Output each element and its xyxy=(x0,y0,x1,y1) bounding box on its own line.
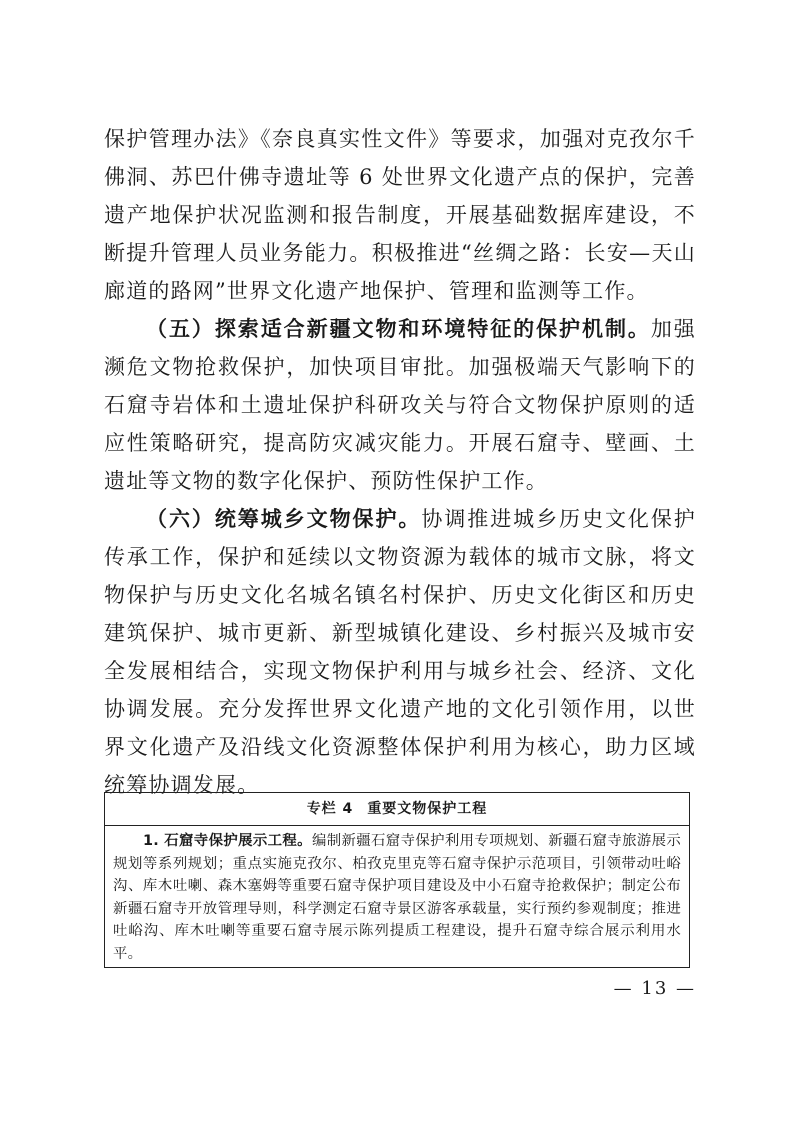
paragraph-protection-mechanism xyxy=(104,310,696,500)
section-heading-five: （五）探索适合新疆文物和环境特征的保护机制。 xyxy=(146,316,651,341)
paragraph-text-six: 协调推进城乡历史文化保护传承工作，保护和延续以文物资源为载体的城市文脉，将文物保护与历史文化名城名镇名村保护、历史文化街区和历史建筑保护、城市更新、新型城镇化建设、乡村振兴及城市安全发展相结合，实现文物保护利用与城乡社会、经济、文化协调发展。充分发挥世界文化遗产地的文化引领作用，以世界文化遗产及沿线文化资源整体保护利用为核心，助力区域统筹协调发展。 xyxy=(104,507,696,797)
body-text xyxy=(104,120,696,804)
paragraph-text-five: 加强濒危文物抢救保护，加快项目审批。加强极端天气影响下的石窟寺岩体和土遗址保护科研攻关与符合文物保护原则的适应性策略研究，提高防灾减灾能力。开展石窟寺、壁画、土遗址等文物的数字化保护、预防性保护工作。 xyxy=(104,317,696,493)
page-number: — 13 — xyxy=(613,978,696,999)
column-item-heading: 1. 石窟寺保护展示工程。 xyxy=(143,833,312,849)
column-item-text: 编制新疆石窟寺保护利用专项规划、新疆石窟寺旅游展示规划等系列规划；重点实施克孜尔、柏孜克里克等石窟寺保护示范项目，引领带动吐峪沟、库木吐喇、森木塞姆等重要石窟寺保护项目建设及中小石窟寺抢救保护；制定公布新疆石窟寺开放管理导则，科学测定石窟寺景区游客承载量，实行预约参观制度；推进吐峪沟、库木吐喇等重要石窟寺展示陈列提质工程建设，提升石窟寺综合展示利用水平。 xyxy=(113,833,681,962)
section-heading-six: （六）统筹城乡文物保护。 xyxy=(146,506,422,531)
paragraph-continuation: 保护管理办法》《奈良真实性文件》等要求，加强对克孜尔千佛洞、苏巴什佛寺遗址等 6 处世界文化遗产点的保护，完善遗产地保护状况监测和报告制度，开展基础数据库建设，不断提升管理人员业务能力。积极推进“丝绸之路：长安—天山廊道的路网”世界文化遗产地保护、管理和监测等工作。 xyxy=(104,127,696,303)
column-box xyxy=(104,792,690,968)
paragraph-urban-rural xyxy=(104,500,696,804)
column-box-label: 专栏 4 xyxy=(306,801,354,817)
column-box-heading: 重要文物保护工程 xyxy=(367,801,488,817)
column-box-title xyxy=(105,793,689,826)
column-box-body xyxy=(105,826,689,965)
